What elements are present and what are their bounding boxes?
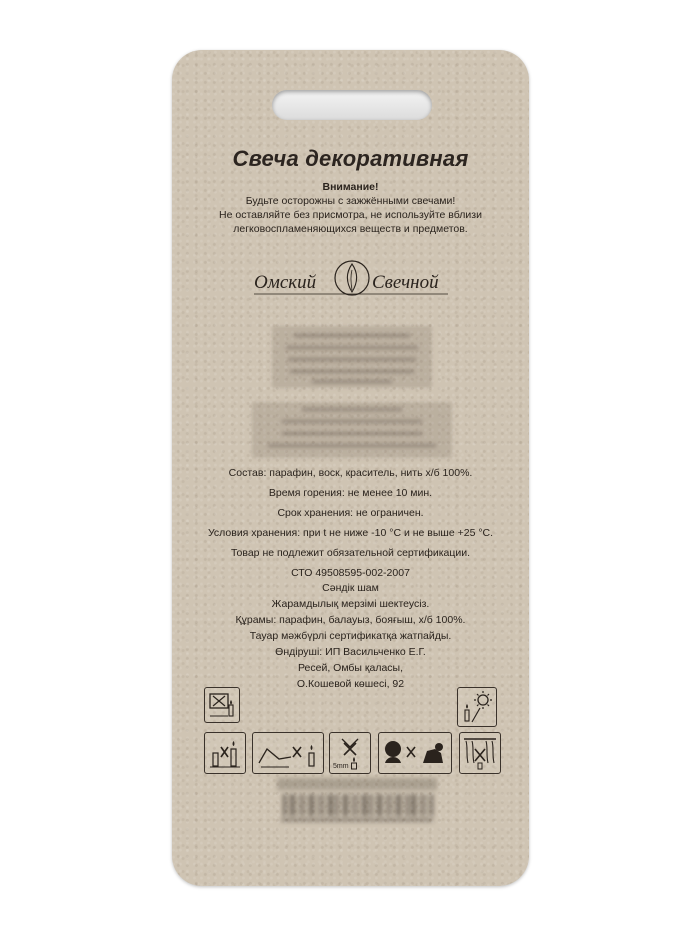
distance-label: 5mm [333, 763, 349, 770]
no-unattended-candle-icon [204, 732, 246, 774]
product-info-block [172, 463, 529, 583]
blurred-address-block [272, 326, 432, 388]
kz-line: Ресей, Омбы қаласы, [297, 662, 404, 674]
kz-line: Тауар мәжбүрлі сертификатқа жатпайды. [249, 630, 452, 642]
blurred-barcode [277, 778, 437, 824]
hang-hole [272, 90, 432, 120]
blurred-contacts-block [252, 402, 452, 458]
info-composition: Состав: парафин, воск, краситель, нить х/б 100%. [228, 467, 473, 479]
info-standard: СТО 49508595-002-2007 [291, 567, 410, 579]
kz-line: Жарамдылық мерзімі шектеусіз. [271, 598, 430, 610]
no-near-curtains-icon [459, 732, 501, 774]
warning-heading: Внимание! [322, 181, 379, 193]
kz-line: Құрамы: парафин, балауыз, бояғыш, х/б 100%. [235, 614, 466, 626]
info-burn-time: Время горения: не менее 10 мин. [268, 487, 433, 499]
logo-word-left: Омский [254, 272, 317, 293]
warning-line: легковоспламеняющихся веществ и предметов. [233, 223, 468, 235]
barcode-graphic [277, 778, 437, 824]
min-distance-5mm-icon [329, 732, 371, 774]
kz-line: Өндіруші: ИП Васильченко Е.Г. [275, 646, 426, 658]
kz-line: Сәндік шам [322, 582, 379, 594]
logo-word-right: Свечной [372, 272, 439, 293]
warning-line: Не оставляйте без присмотра, не используйте вблизи [219, 209, 482, 221]
brand-logo [252, 250, 452, 302]
keep-from-children-pets-icon [378, 732, 452, 774]
warning-line: Будьте осторожны с зажжёнными свечами! [245, 195, 456, 207]
info-storage: Условия хранения: при t не ниже -10 °С и не выше +25 °С. [207, 527, 494, 539]
keep-from-sun-icon [457, 687, 497, 727]
candle-package-card [172, 50, 529, 886]
kazakh-info-block [172, 580, 529, 692]
brand-logo-graphic [252, 250, 452, 302]
no-near-sleeping-icon [252, 732, 324, 774]
info-shelf-life: Срок хранения: не ограничен. [277, 507, 424, 519]
no-flammable-curtain-icon [204, 687, 240, 723]
kz-line: О.Кошевой көшесі, 92 [296, 678, 405, 690]
info-certification: Товар не подлежит обязательной сертификации. [230, 547, 471, 559]
warning-block [172, 180, 529, 236]
product-title: Свеча декоративная [232, 146, 469, 171]
